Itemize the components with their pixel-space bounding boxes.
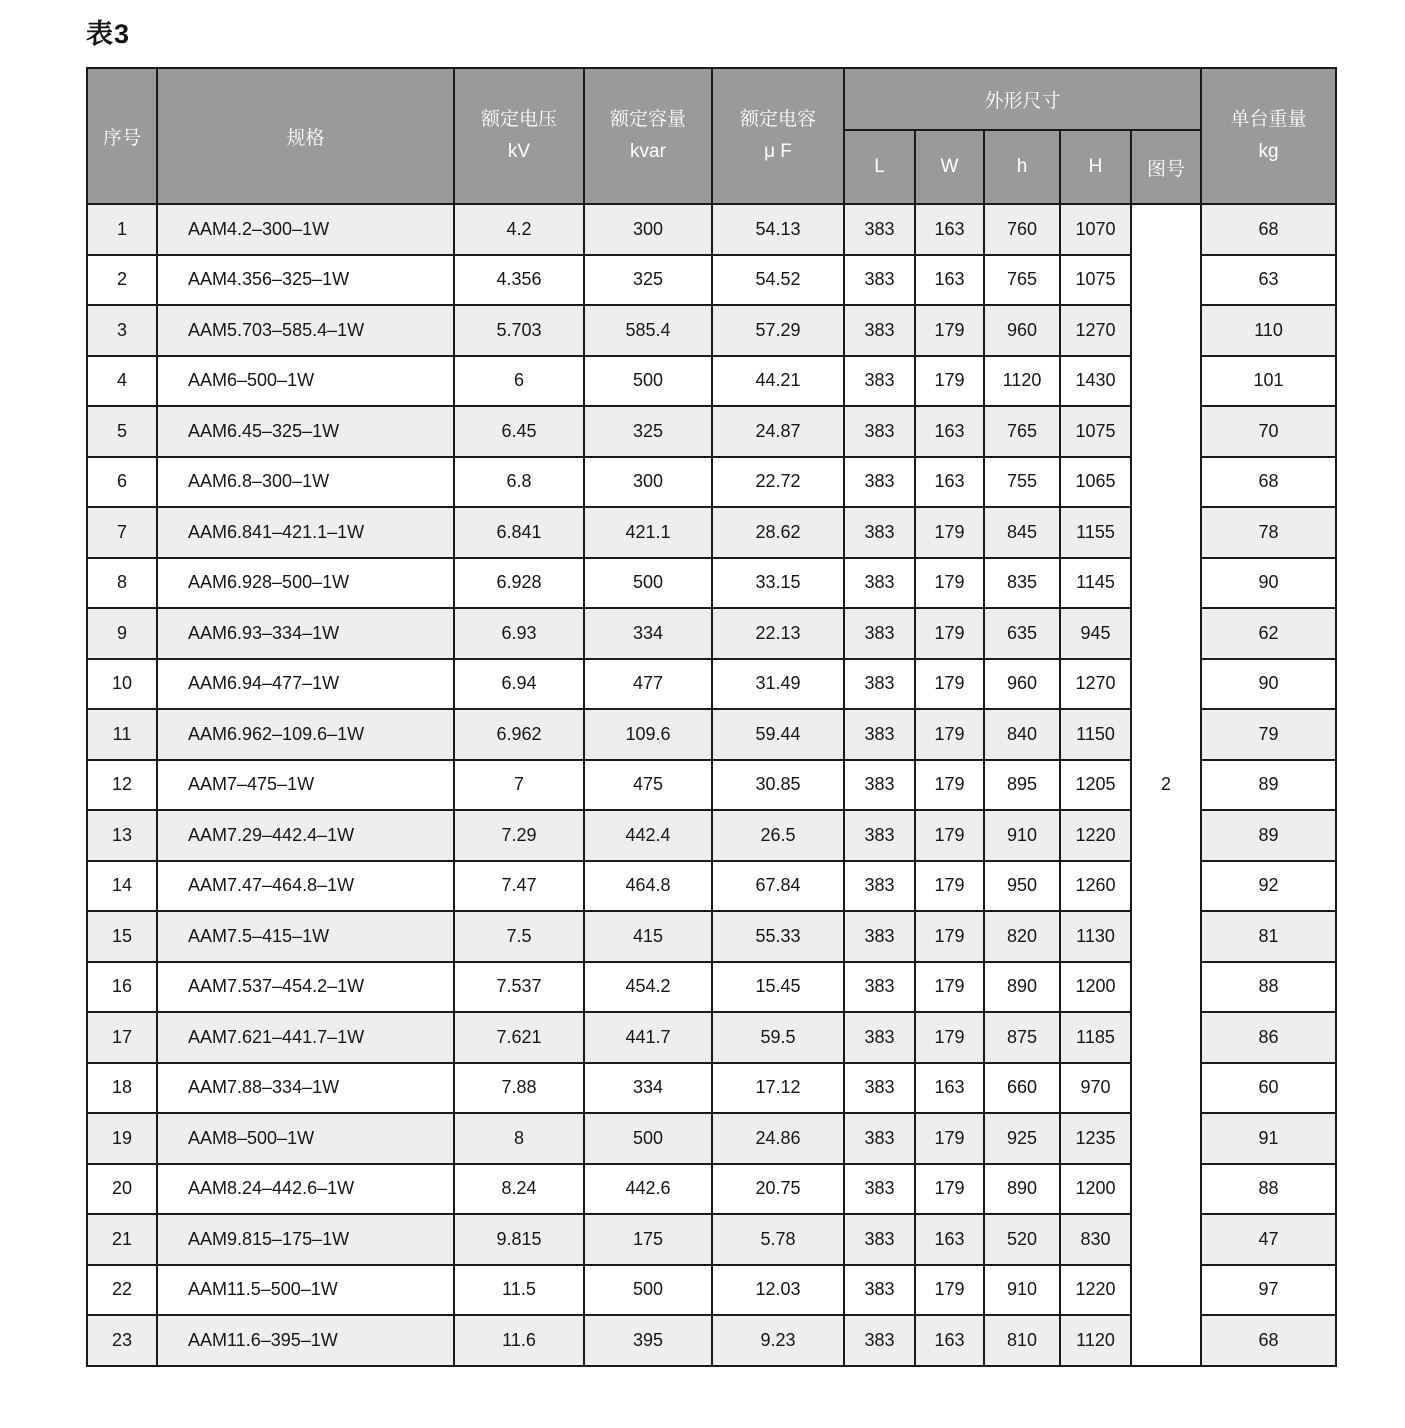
cell-serial: 18 xyxy=(87,1063,157,1114)
cell-dim-w: 179 xyxy=(915,810,984,861)
cell-capacitance: 33.15 xyxy=(712,558,844,609)
cell-serial: 17 xyxy=(87,1012,157,1063)
cell-weight: 101 xyxy=(1201,356,1336,407)
cell-voltage: 6.45 xyxy=(454,406,584,457)
cell-capacity: 500 xyxy=(584,558,712,609)
cell-serial: 20 xyxy=(87,1164,157,1215)
cell-spec: AAM6.45–325–1W xyxy=(157,406,454,457)
cell-voltage: 6.962 xyxy=(454,709,584,760)
cell-spec: AAM8.24–442.6–1W xyxy=(157,1164,454,1215)
col-header-dimensions: 外形尺寸 xyxy=(844,68,1201,130)
cell-capacity: 441.7 xyxy=(584,1012,712,1063)
col-header-rated-voltage-label: 额定电压 xyxy=(480,108,557,130)
cell-voltage: 6.928 xyxy=(454,558,584,609)
col-header-serial: 序号 xyxy=(87,68,157,204)
cell-voltage: 7.88 xyxy=(454,1063,584,1114)
cell-dim-h-lower: 660 xyxy=(984,1063,1060,1114)
cell-serial: 12 xyxy=(87,760,157,811)
col-header-rated-capacitance-unit: μ F xyxy=(764,141,792,162)
cell-serial: 2 xyxy=(87,255,157,306)
cell-dim-h-upper: 1185 xyxy=(1060,1012,1131,1063)
table-header xyxy=(87,68,1336,204)
cell-dim-w: 163 xyxy=(915,457,984,508)
cell-dim-h-upper: 1200 xyxy=(1060,1164,1131,1215)
cell-dim-h-upper: 1075 xyxy=(1060,255,1131,306)
cell-dim-w: 179 xyxy=(915,558,984,609)
cell-capacity: 175 xyxy=(584,1214,712,1265)
cell-dim-w: 179 xyxy=(915,305,984,356)
table-row xyxy=(87,204,1336,255)
cell-capacitance: 22.72 xyxy=(712,457,844,508)
cell-serial: 4 xyxy=(87,356,157,407)
cell-dim-l: 383 xyxy=(844,457,915,508)
cell-capacity: 500 xyxy=(584,356,712,407)
cell-dim-h-lower: 960 xyxy=(984,659,1060,710)
cell-dim-l: 383 xyxy=(844,1214,915,1265)
cell-weight: 89 xyxy=(1201,760,1336,811)
cell-dim-h-upper: 1220 xyxy=(1060,1265,1131,1316)
cell-spec: AAM11.6–395–1W xyxy=(157,1315,454,1366)
cell-spec: AAM4.356–325–1W xyxy=(157,255,454,306)
cell-dim-l: 383 xyxy=(844,305,915,356)
cell-capacitance: 67.84 xyxy=(712,861,844,912)
cell-dim-w: 179 xyxy=(915,659,984,710)
cell-spec: AAM11.5–500–1W xyxy=(157,1265,454,1316)
cell-capacity: 500 xyxy=(584,1265,712,1316)
cell-voltage: 8 xyxy=(454,1113,584,1164)
cell-capacitance: 12.03 xyxy=(712,1265,844,1316)
cell-dim-w: 163 xyxy=(915,1315,984,1366)
cell-dim-w: 163 xyxy=(915,1214,984,1265)
cell-spec: AAM4.2–300–1W xyxy=(157,204,454,255)
cell-serial: 8 xyxy=(87,558,157,609)
cell-dim-h-lower: 845 xyxy=(984,507,1060,558)
cell-dim-l: 383 xyxy=(844,255,915,306)
cell-weight: 81 xyxy=(1201,911,1336,962)
col-header-rated-voltage xyxy=(454,68,584,204)
cell-capacity: 454.2 xyxy=(584,962,712,1013)
col-header-rated-capacitance-label: 额定电容 xyxy=(739,108,816,130)
cell-weight: 97 xyxy=(1201,1265,1336,1316)
cell-dim-l: 383 xyxy=(844,1113,915,1164)
cell-serial: 14 xyxy=(87,861,157,912)
cell-capacity: 395 xyxy=(584,1315,712,1366)
cell-voltage: 9.815 xyxy=(454,1214,584,1265)
cell-dim-h-lower: 895 xyxy=(984,760,1060,811)
cell-dim-h-upper: 1270 xyxy=(1060,659,1131,710)
cell-dim-h-lower: 1120 xyxy=(984,356,1060,407)
cell-capacitance: 44.21 xyxy=(712,356,844,407)
cell-dim-w: 163 xyxy=(915,1063,984,1114)
cell-serial: 10 xyxy=(87,659,157,710)
cell-serial: 9 xyxy=(87,608,157,659)
cell-dim-w: 179 xyxy=(915,911,984,962)
cell-spec: AAM7.29–442.4–1W xyxy=(157,810,454,861)
cell-capacity: 500 xyxy=(584,1113,712,1164)
cell-weight: 62 xyxy=(1201,608,1336,659)
cell-serial: 22 xyxy=(87,1265,157,1316)
cell-voltage: 5.703 xyxy=(454,305,584,356)
cell-serial: 1 xyxy=(87,204,157,255)
cell-voltage: 7.621 xyxy=(454,1012,584,1063)
cell-dim-h-lower: 890 xyxy=(984,962,1060,1013)
cell-dim-h-upper: 1270 xyxy=(1060,305,1131,356)
cell-serial: 7 xyxy=(87,507,157,558)
cell-dim-h-lower: 755 xyxy=(984,457,1060,508)
cell-dim-w: 179 xyxy=(915,1265,984,1316)
cell-serial: 13 xyxy=(87,810,157,861)
cell-capacitance: 24.87 xyxy=(712,406,844,457)
col-header-rated-capacity-unit: kvar xyxy=(630,141,666,162)
table-body xyxy=(87,204,1336,1366)
cell-capacity: 475 xyxy=(584,760,712,811)
cell-dim-l: 383 xyxy=(844,861,915,912)
cell-dim-l: 383 xyxy=(844,1012,915,1063)
cell-capacitance: 55.33 xyxy=(712,911,844,962)
cell-dim-w: 179 xyxy=(915,507,984,558)
cell-capacitance: 54.52 xyxy=(712,255,844,306)
cell-weight: 91 xyxy=(1201,1113,1336,1164)
cell-serial: 21 xyxy=(87,1214,157,1265)
cell-capacitance: 22.13 xyxy=(712,608,844,659)
cell-dim-h-upper: 1075 xyxy=(1060,406,1131,457)
col-header-dim-h-upper: H xyxy=(1060,130,1131,204)
cell-figure-no: 2 xyxy=(1131,204,1201,1366)
cell-dim-h-lower: 840 xyxy=(984,709,1060,760)
cell-dim-l: 383 xyxy=(844,558,915,609)
cell-dim-h-lower: 950 xyxy=(984,861,1060,912)
cell-dim-h-lower: 765 xyxy=(984,406,1060,457)
cell-serial: 23 xyxy=(87,1315,157,1366)
cell-dim-h-lower: 910 xyxy=(984,810,1060,861)
cell-weight: 60 xyxy=(1201,1063,1336,1114)
cell-dim-l: 383 xyxy=(844,406,915,457)
cell-voltage: 7.537 xyxy=(454,962,584,1013)
cell-dim-h-upper: 1130 xyxy=(1060,911,1131,962)
cell-dim-l: 383 xyxy=(844,659,915,710)
cell-dim-h-upper: 945 xyxy=(1060,608,1131,659)
cell-capacitance: 57.29 xyxy=(712,305,844,356)
col-header-dim-l: L xyxy=(844,130,915,204)
cell-weight: 86 xyxy=(1201,1012,1336,1063)
cell-voltage: 7.29 xyxy=(454,810,584,861)
col-header-rated-capacity-label: 额定容量 xyxy=(609,108,686,130)
cell-weight: 92 xyxy=(1201,861,1336,912)
cell-weight: 68 xyxy=(1201,204,1336,255)
cell-capacity: 325 xyxy=(584,255,712,306)
col-header-rated-voltage-unit: kV xyxy=(507,141,531,162)
cell-dim-w: 179 xyxy=(915,608,984,659)
cell-spec: AAM5.703–585.4–1W xyxy=(157,305,454,356)
cell-dim-h-upper: 1260 xyxy=(1060,861,1131,912)
cell-spec: AAM6.94–477–1W xyxy=(157,659,454,710)
cell-dim-h-lower: 910 xyxy=(984,1265,1060,1316)
cell-capacity: 109.6 xyxy=(584,709,712,760)
col-header-dim-h-lower: h xyxy=(984,130,1060,204)
cell-voltage: 6.93 xyxy=(454,608,584,659)
cell-voltage: 7.5 xyxy=(454,911,584,962)
cell-voltage: 6.8 xyxy=(454,457,584,508)
cell-spec: AAM9.815–175–1W xyxy=(157,1214,454,1265)
cell-dim-h-upper: 830 xyxy=(1060,1214,1131,1265)
cell-spec: AAM7.47–464.8–1W xyxy=(157,861,454,912)
cell-dim-h-upper: 1070 xyxy=(1060,204,1131,255)
cell-dim-h-lower: 635 xyxy=(984,608,1060,659)
cell-dim-w: 179 xyxy=(915,962,984,1013)
cell-serial: 11 xyxy=(87,709,157,760)
cell-dim-w: 179 xyxy=(915,861,984,912)
cell-capacitance: 59.44 xyxy=(712,709,844,760)
cell-spec: AAM6.962–109.6–1W xyxy=(157,709,454,760)
cell-dim-w: 163 xyxy=(915,204,984,255)
cell-dim-w: 179 xyxy=(915,1113,984,1164)
cell-voltage: 11.5 xyxy=(454,1265,584,1316)
cell-spec: AAM6.928–500–1W xyxy=(157,558,454,609)
cell-spec: AAM7–475–1W xyxy=(157,760,454,811)
cell-capacitance: 20.75 xyxy=(712,1164,844,1215)
cell-weight: 68 xyxy=(1201,457,1336,508)
cell-dim-l: 383 xyxy=(844,608,915,659)
cell-capacity: 415 xyxy=(584,911,712,962)
cell-dim-h-lower: 765 xyxy=(984,255,1060,306)
cell-serial: 19 xyxy=(87,1113,157,1164)
cell-capacity: 464.8 xyxy=(584,861,712,912)
cell-dim-h-lower: 520 xyxy=(984,1214,1060,1265)
cell-spec: AAM7.5–415–1W xyxy=(157,911,454,962)
cell-capacitance: 9.23 xyxy=(712,1315,844,1366)
cell-dim-h-lower: 810 xyxy=(984,1315,1060,1366)
cell-voltage: 7.47 xyxy=(454,861,584,912)
cell-capacity: 300 xyxy=(584,204,712,255)
cell-weight: 70 xyxy=(1201,406,1336,457)
cell-dim-h-upper: 1150 xyxy=(1060,709,1131,760)
cell-dim-l: 383 xyxy=(844,1063,915,1114)
cell-voltage: 7 xyxy=(454,760,584,811)
cell-weight: 90 xyxy=(1201,659,1336,710)
cell-spec: AAM6.841–421.1–1W xyxy=(157,507,454,558)
cell-dim-l: 383 xyxy=(844,1315,915,1366)
cell-capacity: 421.1 xyxy=(584,507,712,558)
cell-capacity: 325 xyxy=(584,406,712,457)
col-header-spec: 规格 xyxy=(157,68,454,204)
cell-dim-l: 383 xyxy=(844,709,915,760)
cell-dim-l: 383 xyxy=(844,204,915,255)
cell-capacitance: 15.45 xyxy=(712,962,844,1013)
cell-capacitance: 17.12 xyxy=(712,1063,844,1114)
cell-spec: AAM7.88–334–1W xyxy=(157,1063,454,1114)
cell-capacity: 442.4 xyxy=(584,810,712,861)
cell-dim-h-lower: 835 xyxy=(984,558,1060,609)
cell-voltage: 6.841 xyxy=(454,507,584,558)
cell-dim-h-upper: 1430 xyxy=(1060,356,1131,407)
cell-capacity: 585.4 xyxy=(584,305,712,356)
cell-dim-l: 383 xyxy=(844,911,915,962)
cell-spec: AAM6–500–1W xyxy=(157,356,454,407)
cell-dim-h-upper: 1155 xyxy=(1060,507,1131,558)
cell-capacity: 334 xyxy=(584,1063,712,1114)
cell-weight: 78 xyxy=(1201,507,1336,558)
cell-dim-h-upper: 1120 xyxy=(1060,1315,1131,1366)
cell-dim-l: 383 xyxy=(844,760,915,811)
cell-dim-h-upper: 1205 xyxy=(1060,760,1131,811)
cell-capacity: 442.6 xyxy=(584,1164,712,1215)
cell-spec: AAM7.621–441.7–1W xyxy=(157,1012,454,1063)
cell-spec: AAM7.537–454.2–1W xyxy=(157,962,454,1013)
cell-dim-h-lower: 890 xyxy=(984,1164,1060,1215)
cell-capacitance: 28.62 xyxy=(712,507,844,558)
cell-dim-h-upper: 1220 xyxy=(1060,810,1131,861)
cell-capacitance: 31.49 xyxy=(712,659,844,710)
cell-voltage: 4.356 xyxy=(454,255,584,306)
cell-capacity: 334 xyxy=(584,608,712,659)
cell-dim-h-lower: 820 xyxy=(984,911,1060,962)
cell-weight: 90 xyxy=(1201,558,1336,609)
cell-dim-l: 383 xyxy=(844,1164,915,1215)
cell-dim-l: 383 xyxy=(844,810,915,861)
col-header-rated-capacitance xyxy=(712,68,844,204)
cell-weight: 110 xyxy=(1201,305,1336,356)
cell-weight: 88 xyxy=(1201,1164,1336,1215)
cell-serial: 3 xyxy=(87,305,157,356)
cell-capacitance: 59.5 xyxy=(712,1012,844,1063)
cell-weight: 47 xyxy=(1201,1214,1336,1265)
cell-spec: AAM6.93–334–1W xyxy=(157,608,454,659)
cell-capacity: 300 xyxy=(584,457,712,508)
cell-voltage: 6.94 xyxy=(454,659,584,710)
cell-voltage: 6 xyxy=(454,356,584,407)
cell-weight: 68 xyxy=(1201,1315,1336,1366)
cell-dim-w: 163 xyxy=(915,406,984,457)
cell-voltage: 4.2 xyxy=(454,204,584,255)
col-header-figure-no: 图号 xyxy=(1131,130,1201,204)
col-header-weight xyxy=(1201,68,1336,204)
cell-dim-w: 179 xyxy=(915,1012,984,1063)
cell-spec: AAM6.8–300–1W xyxy=(157,457,454,508)
cell-dim-h-lower: 760 xyxy=(984,204,1060,255)
col-header-weight-unit: kg xyxy=(1258,141,1279,162)
cell-serial: 16 xyxy=(87,962,157,1013)
cell-serial: 6 xyxy=(87,457,157,508)
cell-dim-h-upper: 1235 xyxy=(1060,1113,1131,1164)
cell-dim-h-lower: 925 xyxy=(984,1113,1060,1164)
cell-dim-h-lower: 875 xyxy=(984,1012,1060,1063)
cell-dim-w: 179 xyxy=(915,1164,984,1215)
cell-capacitance: 24.86 xyxy=(712,1113,844,1164)
col-header-dim-w: W xyxy=(915,130,984,204)
cell-capacity: 477 xyxy=(584,659,712,710)
cell-dim-w: 179 xyxy=(915,709,984,760)
cell-dim-w: 179 xyxy=(915,356,984,407)
cell-capacitance: 30.85 xyxy=(712,760,844,811)
cell-serial: 15 xyxy=(87,911,157,962)
page-title: 表3 xyxy=(86,19,131,49)
cell-dim-h-upper: 1200 xyxy=(1060,962,1131,1013)
cell-voltage: 8.24 xyxy=(454,1164,584,1215)
cell-capacitance: 54.13 xyxy=(712,204,844,255)
cell-capacitance: 26.5 xyxy=(712,810,844,861)
col-header-weight-label: 单台重量 xyxy=(1230,108,1307,130)
cell-dim-w: 163 xyxy=(915,255,984,306)
cell-serial: 5 xyxy=(87,406,157,457)
col-header-rated-capacity xyxy=(584,68,712,204)
cell-dim-l: 383 xyxy=(844,507,915,558)
cell-dim-w: 179 xyxy=(915,760,984,811)
cell-weight: 89 xyxy=(1201,810,1336,861)
cell-dim-h-upper: 970 xyxy=(1060,1063,1131,1114)
cell-dim-l: 383 xyxy=(844,962,915,1013)
cell-dim-h-upper: 1145 xyxy=(1060,558,1131,609)
cell-weight: 79 xyxy=(1201,709,1336,760)
cell-dim-h-upper: 1065 xyxy=(1060,457,1131,508)
cell-dim-h-lower: 960 xyxy=(984,305,1060,356)
cell-dim-l: 383 xyxy=(844,356,915,407)
cell-weight: 63 xyxy=(1201,255,1336,306)
cell-spec: AAM8–500–1W xyxy=(157,1113,454,1164)
capacitor-spec-table xyxy=(86,67,1337,1367)
cell-dim-l: 383 xyxy=(844,1265,915,1316)
cell-voltage: 11.6 xyxy=(454,1315,584,1366)
cell-capacitance: 5.78 xyxy=(712,1214,844,1265)
cell-weight: 88 xyxy=(1201,962,1336,1013)
